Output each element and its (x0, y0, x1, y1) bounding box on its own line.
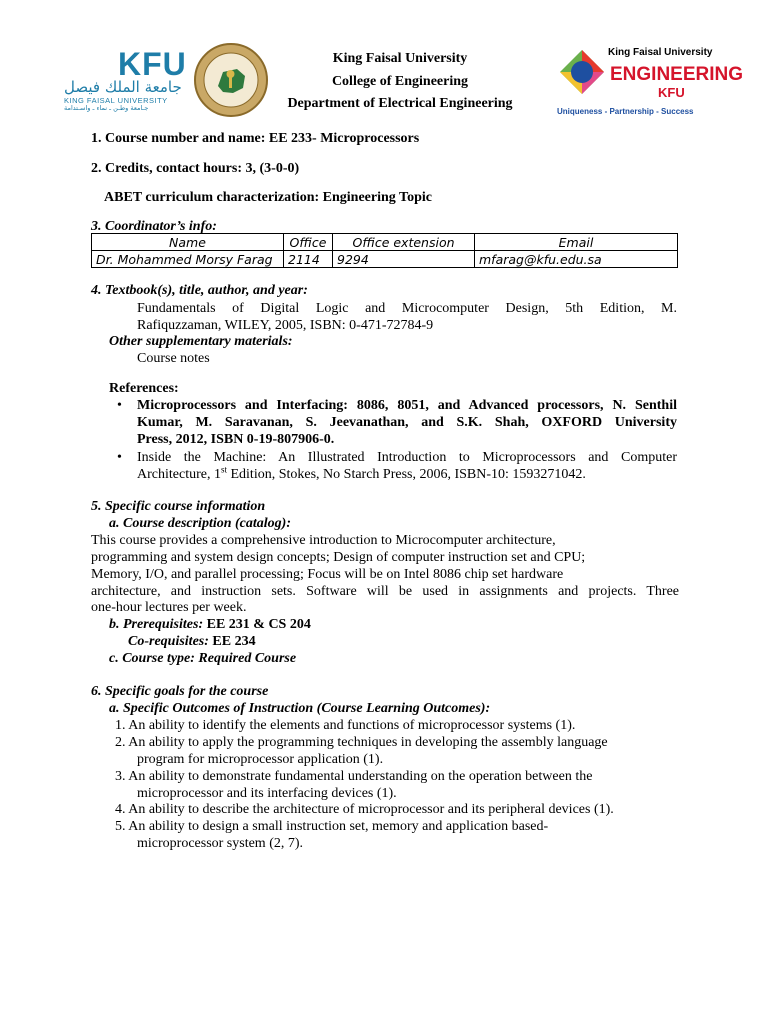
kfu-logo-motto: جـامعة وطـن ـ نماء ـ واسـتدامة (64, 104, 149, 112)
supplementary-heading: Other supplementary materials: (109, 334, 293, 349)
abet-characterization: ABET curriculum characterization: Engineering Topic (104, 190, 432, 205)
engineering-logo-word: ENGINEERING (610, 64, 744, 85)
textbook-line: Rafiquzzaman, WILEY, 2005, ISBN: 0-471-72784-9 (137, 318, 434, 333)
table-cell: Dr. Mohammed Morsy Farag (92, 251, 284, 268)
table-header-cell: Office (284, 234, 333, 251)
course-info-heading: 5. Specific course information (91, 499, 266, 514)
course-type: c. Course type: Required Course (109, 651, 297, 666)
prerequisites (109, 616, 311, 633)
header-titles (280, 48, 520, 116)
table-header-row (92, 234, 678, 251)
list-item-continuation: microprocessor and its interfacing devices (1). (137, 786, 397, 801)
reference-line: Inside the Machine: An Illustrated Introduction to Microprocessors and Computer (137, 450, 677, 465)
corequisites-label: Co-requisites: (128, 634, 209, 649)
reference-text: Edition, Stokes, No Starch Press, 2006, ISBN-10: 1593271042. (226, 467, 586, 482)
list-item-continuation: microprocessor system (2, 7). (137, 836, 304, 851)
list-item: 4. An ability to describe the architecture of microprocessor and its peripheral devices (1). (115, 802, 614, 817)
coordinator-table (91, 233, 678, 268)
reference-line (137, 466, 586, 483)
superscript: st (220, 464, 227, 475)
table-row (92, 251, 678, 268)
table-cell: 9294 (333, 251, 475, 268)
credits: 2. Credits, contact hours: 3, (3-0-0) (91, 161, 300, 176)
list-item: 5. An ability to design a small instruction set, memory and application based- (115, 819, 549, 834)
reference-line: Microprocessors and Interfacing: 8086, 8051, and Advanced processors, N. Senthil (137, 398, 677, 413)
description-line: Memory, I/O, and parallel processing; Focus will be on Intel 8086 chip set hardware (91, 567, 564, 582)
bullet: • (117, 398, 122, 413)
table-header-cell: Name (92, 234, 284, 251)
corequisites-value: EE 234 (208, 634, 256, 649)
course-number: 1. Course number and name: EE 233- Microprocessors (91, 131, 420, 146)
engineering-logo-title: King Faisal University (608, 47, 713, 58)
list-item: 3. An ability to demonstrate fundamental understanding on the operation between the (115, 769, 593, 784)
list-item-continuation: program for microprocessor application (1). (137, 752, 384, 767)
university-seal-icon (193, 42, 269, 118)
description-line: architecture, and instruction sets. Software will be used in assignments and projects. Three (91, 584, 679, 599)
kfu-logo-english: KING FAISAL UNIVERSITY (64, 96, 168, 105)
list-item: 2. An ability to apply the programming techniques in developing the assembly language (115, 735, 608, 750)
university-name: King Faisal University (332, 51, 468, 66)
table-cell: mfarag@kfu.edu.sa (475, 251, 678, 268)
supplementary-materials: Course notes (137, 351, 210, 366)
goals-heading: 6. Specific goals for the course (91, 684, 269, 699)
description-line: This course provides a comprehensive introduction to Microcomputer architecture, (91, 533, 556, 548)
kfu-logo-acronym: KFU (118, 46, 187, 82)
course-description-heading: a. Course description (catalog): (109, 516, 291, 531)
bullet: • (117, 450, 122, 465)
engineering-logo-tagline: Uniqueness - Partnership - Success (557, 107, 694, 116)
reference-text: Architecture, 1 (137, 467, 221, 482)
prerequisites-value: EE 231 & CS 204 (203, 617, 311, 632)
textbook-heading: 4. Textbook(s), title, author, and year: (91, 283, 308, 298)
reference-line: Press, 2012, ISBN 0-19-807906-0. (137, 432, 335, 447)
references-heading: References: (109, 381, 179, 396)
description-line: one-hour lectures per week. (91, 600, 247, 615)
list-item: 1. An ability to identify the elements and functions of microprocessor systems (1). (115, 718, 576, 733)
coordinator-heading: 3. Coordinator’s info: (91, 219, 217, 234)
outcomes-heading: a. Specific Outcomes of Instruction (Course Learning Outcomes): (109, 701, 491, 716)
table-header-cell: Email (475, 234, 678, 251)
textbook-line: Fundamentals of Digital Logic and Microcomputer Design, 5th Edition, M. (137, 301, 677, 316)
college-name: College of Engineering (331, 73, 469, 89)
engineering-logo-kfu: KFU (658, 85, 685, 100)
department-name: Department of Electrical Engineering (287, 96, 513, 111)
kfu-logo-arabic: جامعة الملك فيصل (64, 78, 182, 96)
corequisites (128, 633, 256, 650)
reference-line: Kumar, M. Saravanan, S. Jeevanathan, and S.K. Shah, OXFORD University (137, 415, 677, 430)
table-cell: 2114 (284, 251, 333, 268)
prerequisites-label: b. Prerequisites: (109, 617, 204, 632)
table-header-cell: Office extension (333, 234, 475, 251)
description-line: programming and system design concepts; Design of computer instruction set and CPU; (91, 550, 586, 565)
